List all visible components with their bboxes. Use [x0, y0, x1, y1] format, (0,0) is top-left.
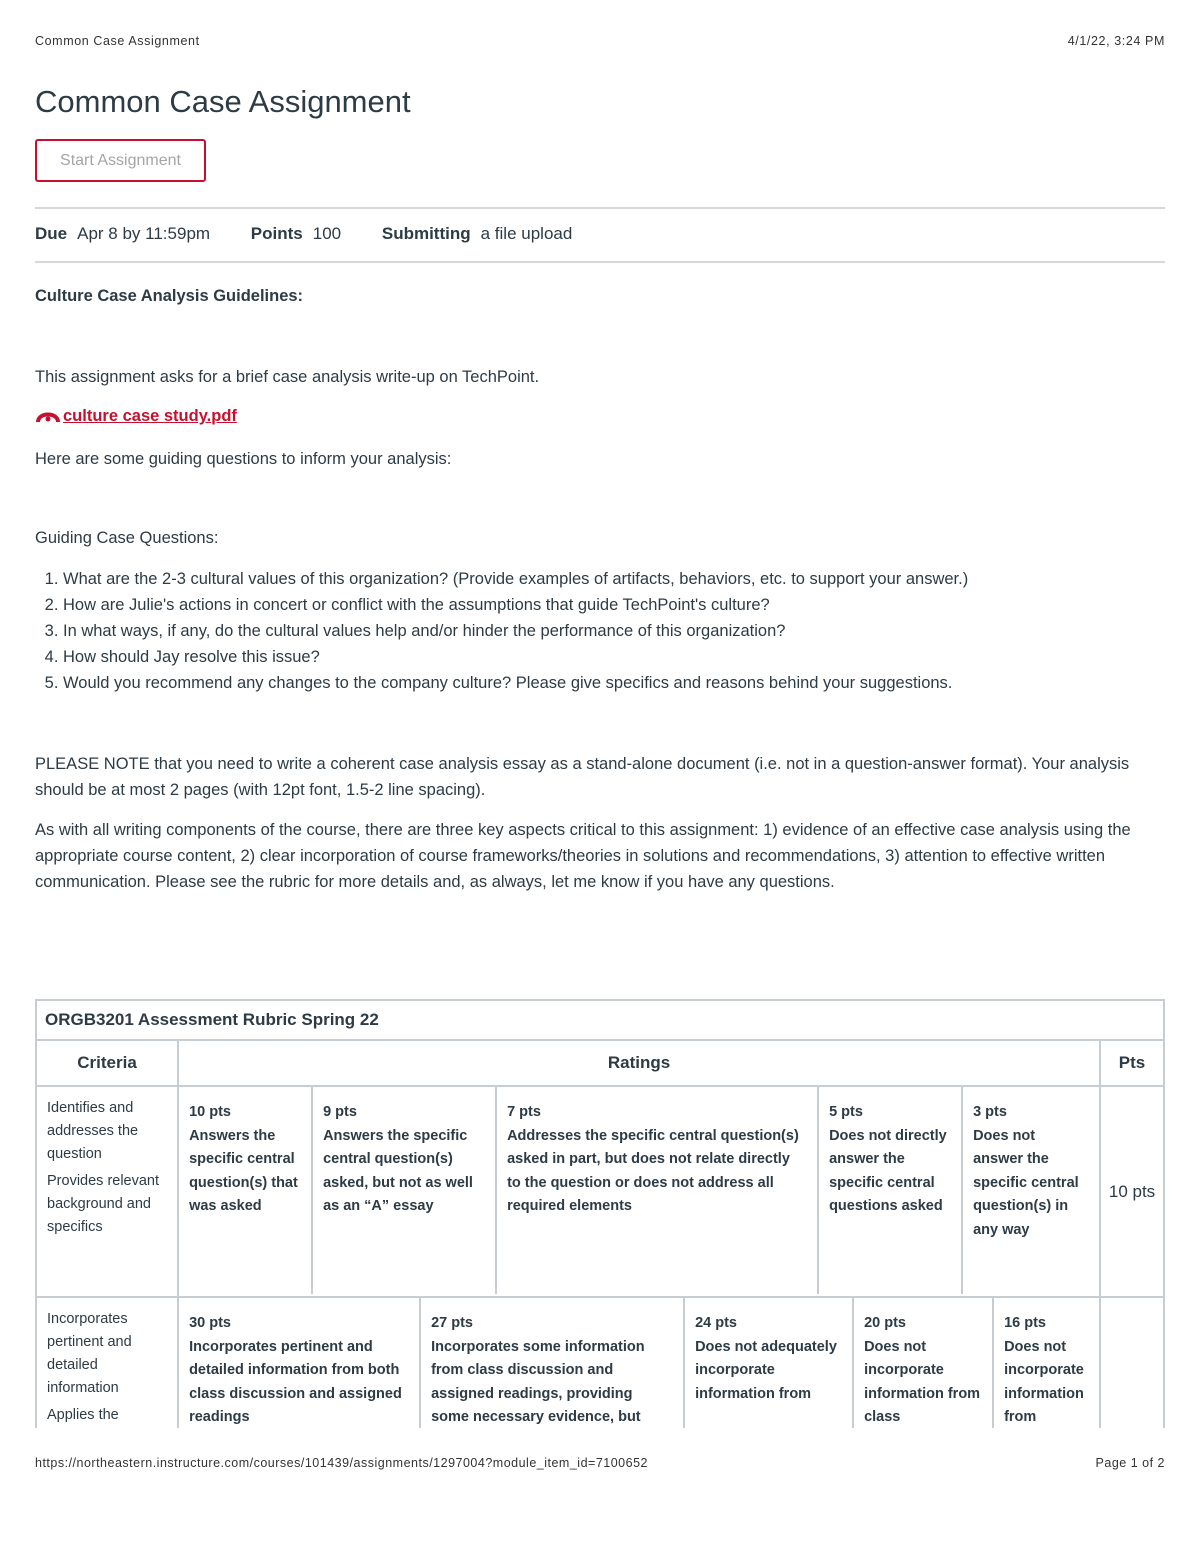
- rating-desc: Does not incorporate information from class: [864, 1338, 981, 1425]
- rating: [495, 1087, 817, 1294]
- row-points: 10 pts: [1100, 1086, 1164, 1297]
- intro-text: This assignment asks for a brief case analysis write-up on TechPoint.: [35, 368, 540, 386]
- divider: [35, 261, 1165, 263]
- rating: [311, 1087, 495, 1294]
- rating-desc: Incorporates some information from class discussion and assigned readings, providing some necessary evidence, but: [431, 1338, 645, 1425]
- submitting-value: a file upload: [480, 224, 573, 243]
- ratings-cell: [178, 1297, 1100, 1438]
- rating-desc: Addresses the specific central question(s) asked in part, but does not relate directly to the question or does not address all required elements: [507, 1127, 799, 1214]
- rubric-title: ORGB3201 Assessment Rubric Spring 22: [36, 1000, 1164, 1040]
- rating: [179, 1087, 311, 1294]
- rating: [817, 1087, 961, 1294]
- criteria-cell: [36, 1297, 178, 1438]
- print-footer: [35, 1456, 1165, 1474]
- pts-header: Pts: [1100, 1040, 1164, 1086]
- rating-pts: 16 pts: [1004, 1315, 1046, 1331]
- print-title: Common Case Assignment: [35, 34, 200, 48]
- divider: [35, 207, 1165, 209]
- rating-desc: Answers the specific central question(s) asked, but not as well as an “A” essay: [323, 1127, 473, 1214]
- rating: [992, 1298, 1099, 1434]
- points-label: Points: [250, 224, 303, 243]
- aspects-paragraph: As with all writing components of the course, there are three key aspects critical to this assignment: 1) evidence of an effective case analysis using the appropriate course content, 2) clear incorporation of course frameworks/theories in solutions and recommendations, 3) attention to effective written communication. Please see the rubric for more details and, as always, let me know if you have any questions.: [35, 821, 1131, 891]
- guidelines-heading: Culture Case Analysis Guidelines:: [35, 287, 304, 305]
- rating-pts: 3 pts: [973, 1104, 1007, 1120]
- criteria-text: Identifies and addresses the question: [47, 1100, 139, 1162]
- list-item: 5. Would you recommend any changes to the company culture? Please give specifics and reasons behind your suggestions.: [63, 670, 1165, 696]
- list-item: 4. How should Jay resolve this issue?: [63, 644, 1165, 670]
- rating: [683, 1298, 852, 1434]
- rating-desc: Incorporates pertinent and detailed information from both class discussion and assigned readings: [189, 1338, 402, 1425]
- rating: [179, 1298, 419, 1434]
- rating-pts: 20 pts: [864, 1315, 906, 1331]
- case-study-file-link[interactable]: [35, 403, 237, 429]
- rating-desc: Answers the specific central question(s) that was asked: [189, 1127, 298, 1214]
- start-assignment-button[interactable]: Start Assignment: [35, 139, 206, 182]
- list-item: 3. In what ways, if any, do the cultural values help and/or hinder the performance of this organization?: [63, 618, 1165, 644]
- rating: [419, 1298, 683, 1434]
- rating-pts: 10 pts: [189, 1104, 231, 1120]
- table-row: [36, 1297, 1164, 1438]
- criteria-text: Incorporates pertinent and detailed information: [47, 1311, 132, 1396]
- rating-pts: 5 pts: [829, 1104, 863, 1120]
- rating-desc: Does not directly answer the specific central questions asked: [829, 1127, 947, 1214]
- criteria-cell: [36, 1086, 178, 1297]
- rating-pts: 9 pts: [323, 1104, 357, 1120]
- rating: [852, 1298, 992, 1434]
- page-break-mask: [0, 1428, 1200, 1553]
- file-link-label: culture case study.pdf: [63, 407, 237, 425]
- criteria-text: Applies the: [47, 1407, 119, 1423]
- row-points: [1100, 1297, 1164, 1438]
- submitting-label: Submitting: [381, 224, 471, 243]
- ratings-cell: [178, 1086, 1100, 1297]
- page-title: Common Case Assignment: [35, 84, 411, 119]
- table-row: [36, 1086, 1164, 1297]
- criteria-text: Provides relevant background and specifics: [47, 1173, 160, 1235]
- print-header: [35, 34, 1165, 52]
- assignment-details: [35, 224, 608, 244]
- due-label: Due: [35, 224, 68, 243]
- rating-pts: 27 pts: [431, 1315, 473, 1331]
- print-url: https://northeastern.instructure.com/courses/101439/assignments/1297004?module_item_id=7100652: [35, 1456, 648, 1470]
- due-value: Apr 8 by 11:59pm: [77, 224, 211, 243]
- list-item: 1. What are the 2-3 cultural values of this organization? (Provide examples of artifacts, behaviors, etc. to support your answer.): [63, 566, 1165, 592]
- pdf-file-icon: [35, 408, 61, 424]
- criteria-header: Criteria: [36, 1040, 178, 1086]
- list-item: 2. How are Julie's actions in concert or conflict with the assumptions that guide TechPoint's culture?: [63, 592, 1165, 618]
- guiding-questions-list: [35, 566, 1165, 696]
- assignment-description: [35, 283, 1165, 895]
- note-paragraph: PLEASE NOTE that you need to write a coherent case analysis essay as a stand-alone document (i.e. not in a question-answer format). Your analysis should be at most 2 pages (with 12pt font, 1.5-2 line spacing).: [35, 755, 1130, 799]
- rating-desc: Does not answer the specific central question(s) in any way: [973, 1127, 1079, 1238]
- rating-pts: 30 pts: [189, 1315, 231, 1331]
- print-page-number: Page 1 of 2: [1095, 1456, 1165, 1470]
- points-value: 100: [312, 224, 342, 243]
- rating-desc: Does not incorporate information from: [1004, 1338, 1084, 1425]
- guiding-intro: Here are some guiding questions to inform your analysis:: [35, 450, 452, 468]
- print-datetime: 4/1/22, 3:24 PM: [1067, 34, 1165, 48]
- rating: [961, 1087, 1099, 1294]
- questions-title: Guiding Case Questions:: [35, 529, 219, 547]
- rating-desc: Does not adequately incorporate information from: [695, 1338, 837, 1402]
- rating-pts: 7 pts: [507, 1104, 541, 1120]
- rating-pts: 24 pts: [695, 1315, 737, 1331]
- ratings-header: Ratings: [178, 1040, 1100, 1086]
- assessment-rubric-table: [35, 999, 1165, 1439]
